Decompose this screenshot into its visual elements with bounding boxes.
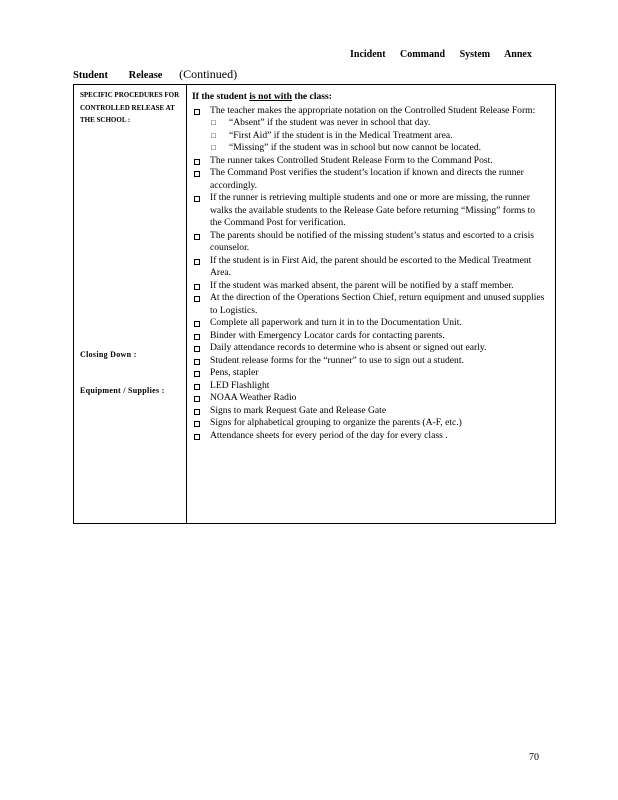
- checkbox-bullet-icon: [194, 334, 200, 340]
- list-item-text: If the student is in First Aid, the parent should be escorted to the Medical Treatment Area.: [210, 254, 532, 278]
- sub-bullet-icon: □: [211, 118, 216, 127]
- checkbox-bullet-icon: [194, 109, 200, 115]
- checkbox-bullet-icon: [194, 384, 200, 390]
- checkbox-bullet-icon: [194, 171, 200, 177]
- list-item: [192, 355, 547, 368]
- list-item-text: If the student was marked absent, the parent will be notified by a staff member.: [210, 279, 514, 291]
- lead-line: [192, 91, 547, 104]
- list-item: [192, 405, 547, 418]
- list-item: [192, 380, 547, 393]
- list-item: [192, 167, 547, 192]
- list-item-text: Pens, stapler: [210, 367, 259, 378]
- list-item: [192, 292, 547, 317]
- procedure-content: [192, 91, 547, 442]
- checkbox-bullet-icon: [194, 359, 200, 365]
- lead-prefix: If the student: [192, 91, 247, 102]
- list-item: [192, 367, 547, 380]
- list-item: [192, 155, 547, 168]
- checkbox-bullet-icon: [194, 434, 200, 440]
- sub-item: [192, 117, 547, 130]
- list-item-text: The parents should be notified of the missing student’s status and escorted to a crisis counselor.: [210, 229, 534, 253]
- list-item: [192, 192, 547, 230]
- checkbox-bullet-icon: [194, 396, 200, 402]
- document-header: Incident Command System Annex: [350, 49, 532, 60]
- label-equipment-supplies: Equipment / Supplies :: [80, 386, 165, 395]
- checkbox-bullet-icon: [194, 321, 200, 327]
- lead-emphasis: is not with: [249, 91, 292, 102]
- list-item: [192, 255, 547, 280]
- list-item: [192, 105, 547, 118]
- list-item-text: At the direction of the Operations Section Chief, return equipment and unused supplies to Logistics.: [210, 292, 545, 316]
- label-closing-down: Closing Down :: [80, 350, 137, 359]
- checkbox-bullet-icon: [194, 421, 200, 427]
- list-item-text: Student release forms for the “runner” to use to sign out a student.: [210, 354, 464, 366]
- lead-suffix: the class:: [294, 91, 332, 102]
- checkbox-bullet-icon: [194, 371, 200, 377]
- procedure-table: [73, 84, 556, 524]
- list-item-text: Binder with Emergency Locator cards for contacting parents.: [210, 329, 445, 341]
- list-item: [192, 317, 547, 330]
- list-item-text: The Command Post verifies the student’s location if known and directs the runner accordingly.: [210, 167, 524, 191]
- list-item-text: Complete all paperwork and turn it in to the Documentation Unit.: [210, 317, 462, 328]
- sub-item-text: “Absent” if the student was never in school that day.: [229, 117, 431, 128]
- sub-item: [192, 130, 547, 143]
- page-number: 70: [529, 752, 539, 763]
- section-title-text: Student Release: [73, 70, 163, 81]
- list-item: [192, 330, 547, 343]
- checkbox-bullet-icon: [194, 159, 200, 165]
- checkbox-bullet-icon: [194, 296, 200, 302]
- sub-item-text: “First Aid” if the student is in the Medical Treatment area.: [229, 129, 453, 141]
- checkbox-bullet-icon: [194, 234, 200, 240]
- section-title: [73, 67, 237, 82]
- sub-bullet-icon: □: [211, 143, 216, 152]
- sub-bullet-icon: □: [211, 130, 216, 140]
- list-item-text: If the runner is retrieving multiple students and one or more are missing, the runner walks the available students to the Release Gate before returning “Missing” forms to the Command Post for verification.: [210, 192, 536, 228]
- sub-item-text: “Missing” if the student was in school but now cannot be located.: [229, 142, 482, 153]
- list-item: [192, 230, 547, 255]
- list-item-text: The teacher makes the appropriate notation on the Controlled Student Release Form:: [210, 104, 536, 116]
- list-item-text: LED Flashlight: [210, 379, 270, 391]
- checkbox-bullet-icon: [194, 196, 200, 202]
- list-item: [192, 430, 547, 443]
- list-item: [192, 280, 547, 293]
- checkbox-bullet-icon: [194, 259, 200, 265]
- checkbox-bullet-icon: [194, 409, 200, 415]
- column-divider: [186, 85, 187, 523]
- list-item-text: Daily attendance records to determine who is absent or signed out early.: [210, 342, 487, 353]
- list-item-text: NOAA Weather Radio: [210, 392, 297, 403]
- list-item: [192, 342, 547, 355]
- list-item-text: The runner takes Controlled Student Release Form to the Command Post.: [210, 154, 493, 166]
- list-item: [192, 417, 547, 430]
- list-item-text: Attendance sheets for every period of the day for every class .: [210, 429, 448, 441]
- section-continued: (Continued): [179, 67, 238, 81]
- checkbox-bullet-icon: [194, 346, 200, 352]
- list-item: [192, 392, 547, 405]
- sub-item: [192, 142, 547, 155]
- list-item-text: Signs for alphabetical grouping to organize the parents (A-F, etc.): [210, 417, 462, 428]
- list-item-text: Signs to mark Request Gate and Release Gate: [210, 404, 387, 416]
- checkbox-bullet-icon: [194, 284, 200, 290]
- label-specific-procedures: SPECIFIC PROCEDURES FOR CONTROLLED RELEASE AT THE SCHOOL :: [80, 91, 180, 124]
